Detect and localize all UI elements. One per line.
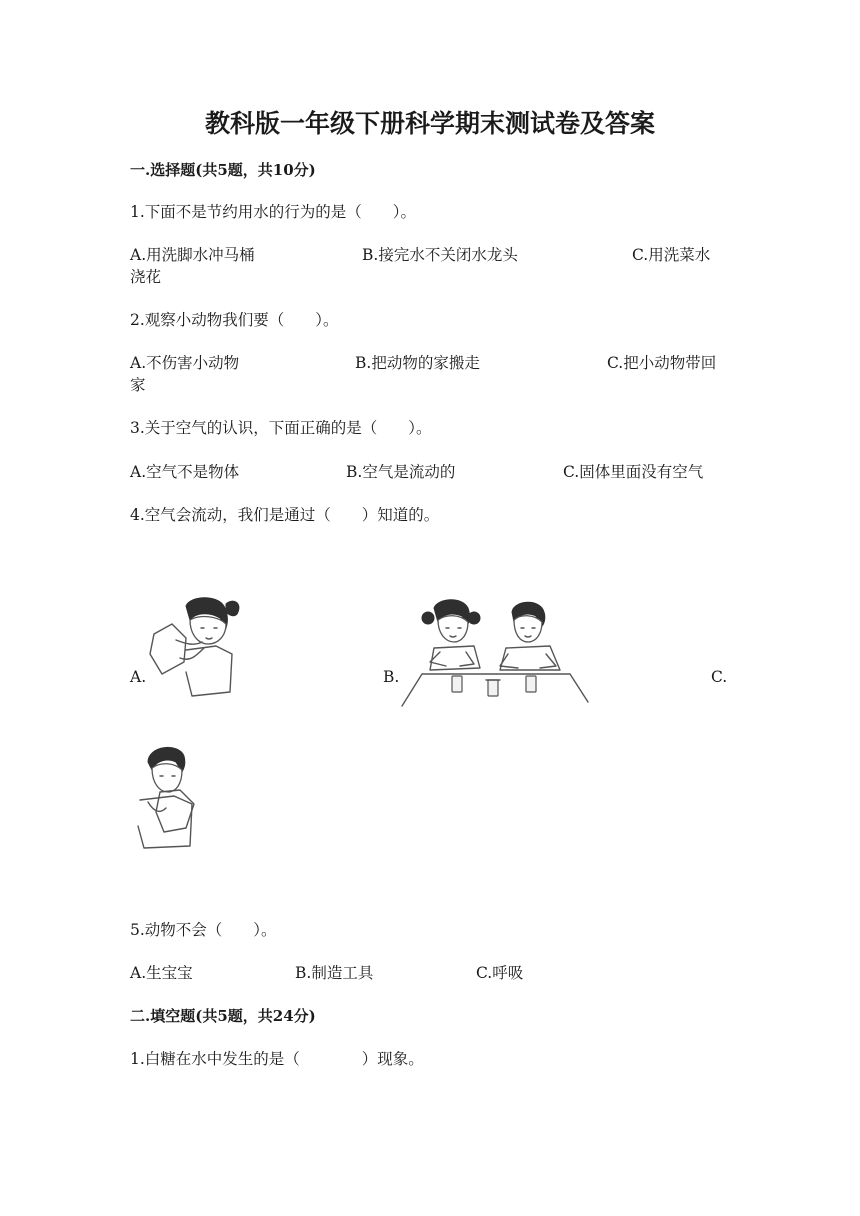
question-5-stem: 5.动物不会（ ）。: [130, 921, 277, 939]
question-1-option-b: B.接完水不关闭水龙头: [362, 246, 518, 264]
page-title: 教科版一年级下册科学期末测试卷及答案: [204, 109, 655, 138]
question-1-option-a: A.用洗脚水冲马桶: [130, 246, 255, 264]
boy-blowing-bag-illustration: [130, 742, 210, 854]
question-1-option-c: C.用洗菜水: [632, 246, 711, 264]
question-5-option-a: A.生宝宝: [130, 964, 193, 982]
question-1-stem: 1.下面不是节约用水的行为的是（ ）。: [130, 203, 417, 221]
question-4-option-c: C.: [711, 668, 728, 686]
question-2-option-c: C.把小动物带回: [607, 354, 717, 372]
question-4-stem: 4.空气会流动，我们是通过（ ）知道的。: [130, 506, 440, 524]
question-2-stem: 2.观察小动物我们要（ ）。: [130, 311, 339, 329]
question-2-option-b: B.把动物的家搬走: [355, 354, 480, 372]
section-heading-choice: 一.选择题(共5题，共10分): [130, 161, 316, 179]
question-3-stem: 3.关于空气的认识，下面正确的是（ ）。: [130, 419, 432, 437]
question-4-option-a: A.: [130, 668, 147, 686]
question-4-option-b: B.: [383, 668, 400, 686]
children-with-cups-illustration: [400, 596, 590, 708]
question-3-option-b: B.空气是流动的: [346, 463, 456, 481]
question-2-option-c-continued: 家: [130, 376, 146, 394]
question-3-option-c: C.固体里面没有空气: [563, 463, 704, 481]
fill-question-1-stem: 1.白糖在水中发生的是（ ）现象。: [130, 1050, 424, 1068]
question-1-option-c-continued: 浇花: [130, 268, 162, 286]
section-heading-fill-in: 二.填空题(共5题，共24分): [130, 1007, 316, 1025]
question-3-option-a: A.空气不是物体: [130, 463, 240, 481]
girl-blowing-bag-illustration: [146, 592, 246, 704]
question-2-option-a: A.不伤害小动物: [130, 354, 240, 372]
question-5-option-c: C.呼吸: [476, 964, 524, 982]
question-5-option-b: B.制造工具: [295, 964, 374, 982]
